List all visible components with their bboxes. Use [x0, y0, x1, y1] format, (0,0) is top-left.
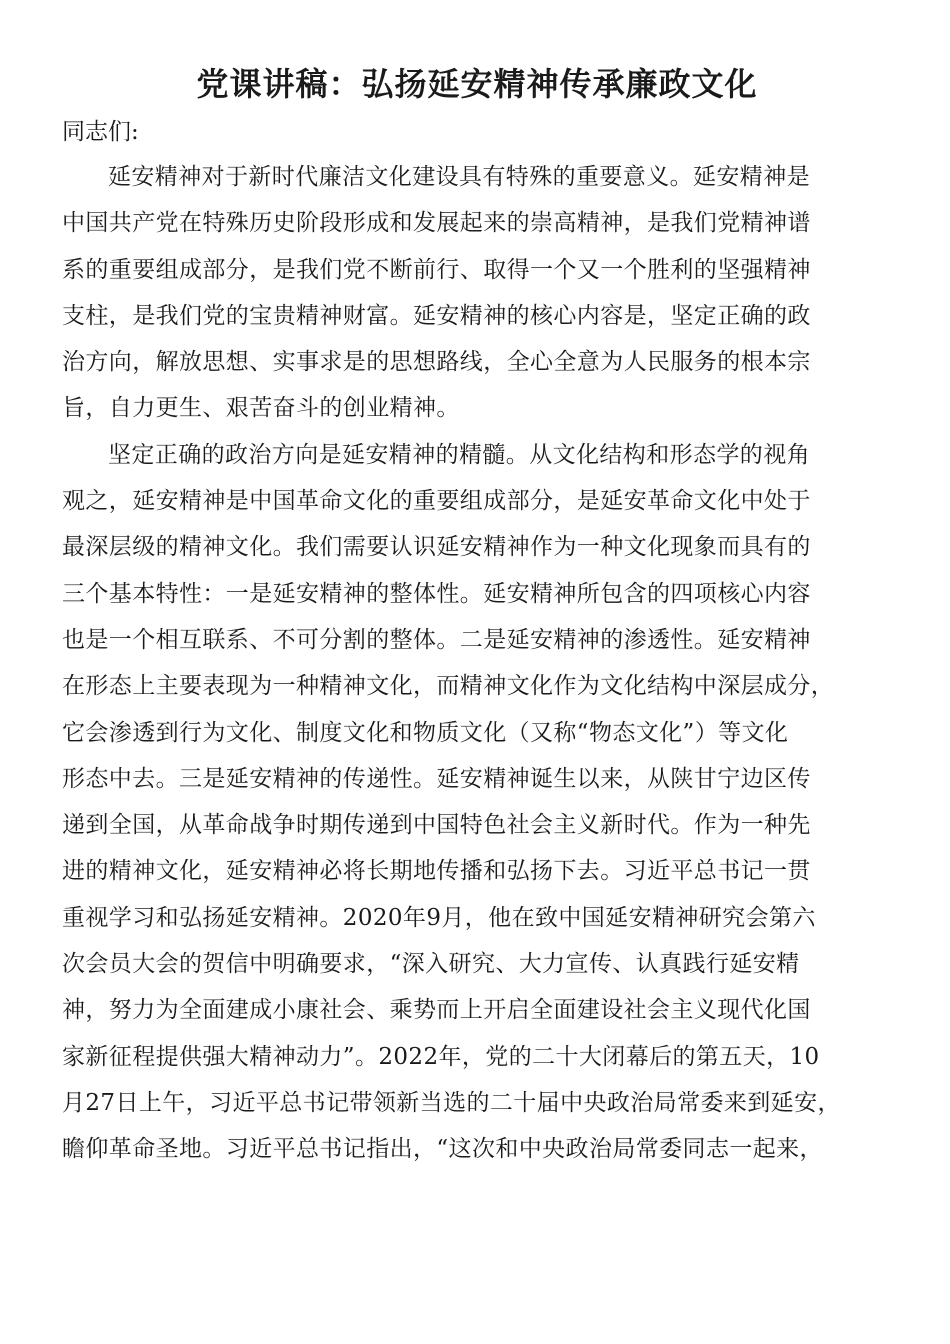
paragraph-line: 观之，延安精神是中国革命文化的重要组成部分，是延安革命文化中处于 — [62, 488, 811, 515]
paragraph-line: 进的精神文化，延安精神必将长期地传播和弘扬下去。习近平总书记一贯 — [62, 858, 811, 885]
paragraph-2 — [62, 432, 892, 1173]
paragraph-line: 系的重要组成部分，是我们党不断前行、取得一个又一个胜利的坚强精神 — [62, 256, 811, 283]
paragraph-line: 旨，自力更生、艰苦奋斗的创业精神。 — [62, 395, 460, 422]
paragraph-line: 神，努力为全面建成小康社会、乘势而上开启全面建设社会主义现代化国 — [62, 997, 811, 1024]
paragraph-line: 重视学习和弘扬延安精神。2020年9月，他在致中国延安精神研究会第六 — [62, 904, 816, 931]
paragraph-line: 支柱，是我们党的宝贵精神财富。延安精神的核心内容是，坚定正确的政 — [62, 302, 811, 329]
paragraph-line: 三个基本特性：一是延安精神的整体性。延安精神所包含的四项核心内容 — [62, 580, 811, 607]
paragraph-line: 递到全国，从革命战争时期传递到中国特色社会主义新时代。作为一种先 — [62, 812, 811, 839]
paragraph-line: 治方向，解放思想、实事求是的思想路线，全心全意为人民服务的根本宗 — [62, 349, 811, 376]
paragraph-line: 瞻仰革命圣地。习近平总书记指出，“这次和中央政治局常委同志一起来， — [62, 1136, 823, 1163]
paragraph-line: 月27日上午，习近平总书记带领新当选的二十届中央政治局常委来到延安， — [62, 1089, 841, 1116]
paragraph-line: 在形态上主要表现为一种精神文化，而精神文化作为文化结构中深层成分， — [62, 673, 835, 700]
salutation: 同志们: — [62, 119, 139, 145]
document-page — [62, 60, 892, 1173]
paragraph-line: 次会员大会的贺信中明确要求，“深入研究、大力宣传、认真践行延安精 — [62, 951, 800, 978]
document-title: 党课讲稿：弘扬延安精神传承廉政文化 — [196, 65, 758, 103]
paragraph-line: 也是一个相互联系、不可分割的整体。二是延安精神的渗透性。延安精神 — [62, 626, 811, 653]
paragraph-line: 坚定正确的政治方向是延安精神的精髓。从文化结构和形态学的视角 — [108, 441, 810, 468]
paragraph-line: 中国共产党在特殊历史阶段形成和发展起来的崇高精神，是我们党精神谱 — [62, 210, 811, 237]
paragraph-line: 最深层级的精神文化。我们需要认识延安精神作为一种文化现象而具有的 — [62, 534, 811, 561]
paragraph-line: 形态中去。三是延安精神的传递性。延安精神诞生以来，从陕甘宁边区传 — [62, 765, 811, 792]
paragraph-line: 家新征程提供强大精神动力”。2022年，党的二十大闭幕后的第五天，10 — [62, 1043, 820, 1070]
paragraph-line: 延安精神对于新时代廉洁文化建设具有特殊的重要意义。延安精神是 — [108, 164, 810, 190]
paragraph-1 — [62, 154, 892, 432]
paragraph-line: 它会渗透到行为文化、制度文化和物质文化（又称“物态文化”）等文化 — [62, 719, 789, 746]
